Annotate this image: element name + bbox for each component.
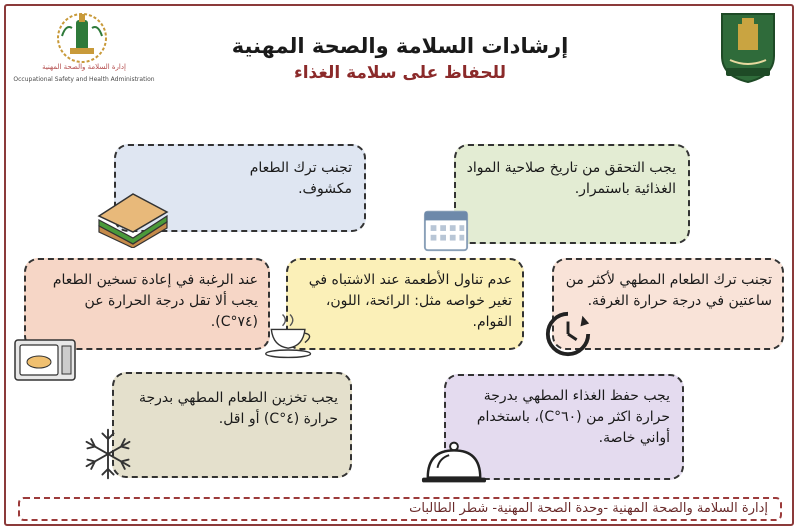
page-subtitle: للحفاظ على سلامة الغذاء xyxy=(294,63,506,83)
org-name-english: Occupational Safety and Health Administration xyxy=(13,76,155,83)
card-text: عدم تناول الأطعمة عند الاشتباه في تغير خواصه مثل: الرائحة، اللون، القوام. xyxy=(308,272,512,330)
card-check-expiry xyxy=(454,144,690,244)
card-cold-storage xyxy=(112,372,352,478)
footer-text: إدارة السلامة والصحة المهنية -وحدة الصحة المهنية- شطر الطالبات xyxy=(409,501,768,516)
card-text: يجب التحقق من تاريخ صلاحية المواد الغذائية باستمرار. xyxy=(466,160,676,197)
sandwich-icon xyxy=(92,188,174,248)
cloche-icon xyxy=(420,438,488,488)
footer-bar xyxy=(18,497,782,521)
card-text: تجنب ترك الطعام المطهي لأكثر من ساعتين في درجة حرارة الغرفة. xyxy=(565,272,772,309)
card-text: يجب حفظ الغذاء المطهي بدرجة حرارة اكثر من (٦٠°C)، باستخدام أواني خاصة. xyxy=(476,388,670,446)
cup-icon xyxy=(262,312,318,360)
snowflake-icon xyxy=(80,426,136,482)
page-title: إرشادات السلامة والصحة المهنية xyxy=(231,34,569,58)
card-text: يجب تخزين الطعام المطهي بدرجة حرارة (٤°C) أو اقل. xyxy=(138,390,338,427)
microwave-icon xyxy=(12,336,78,384)
clock-icon xyxy=(544,310,592,358)
card-spoiled-food xyxy=(286,258,524,350)
calendar-icon xyxy=(420,206,472,254)
org-name-arabic: إدارة السلامة والصحة المهنية xyxy=(42,63,126,71)
card-text: عند الرغبة في إعادة تسخين الطعام يجب ألا تقل درجة الحرارة عن (٧٤°C). xyxy=(52,272,258,330)
university-logo xyxy=(716,10,780,84)
card-text: تجنب ترك الطعام مكشوف. xyxy=(249,160,352,197)
